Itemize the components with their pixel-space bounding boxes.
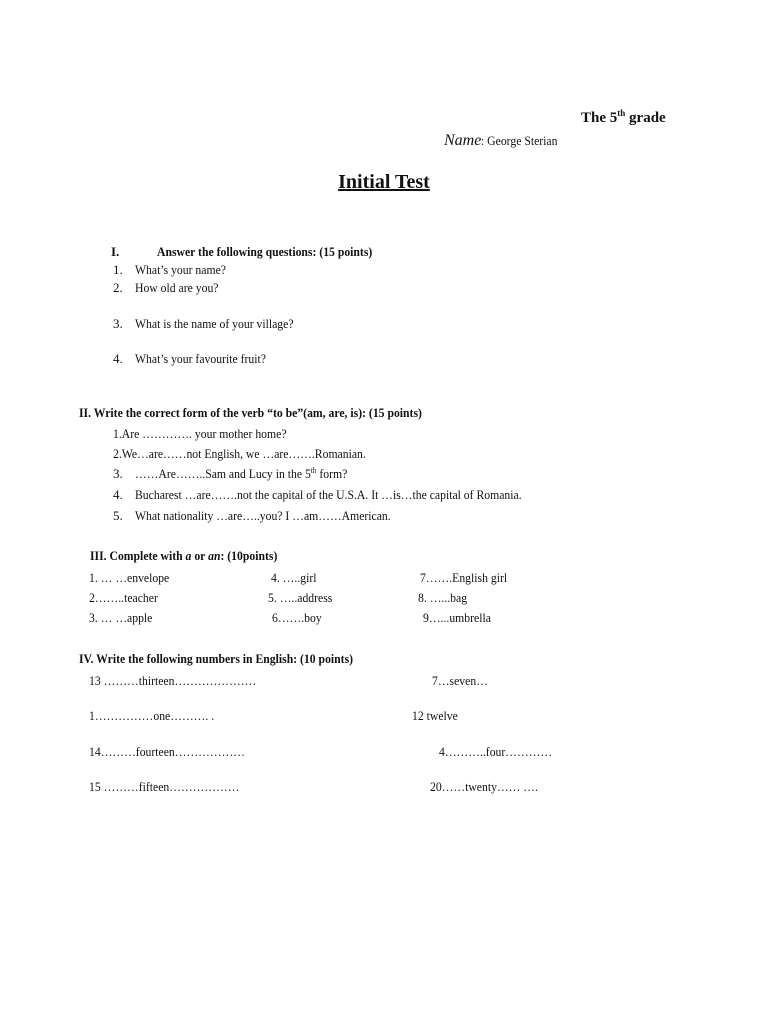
number-item-13: 13 ………thirteen………………… [89, 673, 257, 688]
number-item-4: 4………..four………… [439, 744, 553, 759]
verb-item-4: Bucharest …are…….not the capital of the U.S.A. It …is…the capital of Romania. [135, 487, 522, 502]
student-name-value: : George Sterian [481, 133, 558, 148]
number-item-7: 7…seven… [432, 673, 488, 688]
article-item-1: 1. … …envelope [89, 570, 170, 585]
article-item-7: 7…….English girl [420, 570, 508, 585]
verb-item-5: What nationality …are…..you? I …am……American. [135, 508, 391, 523]
article-item-5: 5. …..address [268, 590, 333, 605]
number-item-1: 1……………one………. . [89, 708, 215, 723]
q3-text: What is the name of your village? [135, 316, 294, 331]
article-item-4: 4. …..girl [271, 570, 317, 585]
q4-number: 4. [113, 351, 123, 366]
article-item-2: 2……..teacher [89, 590, 158, 605]
page-title: Initial Test [338, 171, 430, 193]
q4-text: What’s your favourite fruit? [135, 351, 266, 366]
section-1-heading: Answer the following questions: (15 points) [157, 244, 373, 259]
q3-number: 3. [113, 316, 123, 331]
article-item-8: 8. …...bag [418, 590, 468, 605]
number-item-20: 20……twenty…… …. [430, 779, 538, 794]
verb-item-5-number: 5. [113, 508, 123, 523]
name-label: Name [444, 132, 482, 149]
verb-item-3: ……Are……..Sam and Lucy in the 5th form? [135, 466, 348, 481]
verb-item-4-number: 4. [113, 487, 123, 502]
number-item-12: 12 twelve [412, 708, 458, 723]
article-item-3: 3. … …apple [89, 610, 153, 625]
q2-number: 2. [113, 280, 123, 295]
section-1-numeral: I. [111, 244, 120, 259]
grade-label: The 5th grade [581, 108, 666, 126]
section-3-heading: III. Complete with a or an: (10points) [90, 548, 278, 563]
q1-text: What’s your name? [135, 262, 226, 277]
number-item-14: 14………fourteen……………… [89, 744, 245, 759]
student-name-line [444, 132, 566, 150]
q1-number: 1. [113, 262, 123, 277]
section-4-heading: IV. Write the following numbers in English: (10 points) [79, 651, 354, 666]
verb-item-1: 1.Are …………. your mother home? [113, 426, 287, 441]
q2-text: How old are you? [135, 280, 219, 295]
number-item-15: 15 ………fifteen……………… [89, 779, 240, 794]
verb-item-2: 2.We…are……not English, we …are…….Romanian. [113, 446, 366, 461]
verb-item-3-number: 3. [113, 466, 123, 481]
article-item-9: 9…...umbrella [423, 610, 491, 625]
section-2-heading: II. Write the correct form of the verb “to be”(am, are, is): (15 points) [79, 405, 422, 420]
article-item-6: 6…….boy [272, 610, 322, 625]
